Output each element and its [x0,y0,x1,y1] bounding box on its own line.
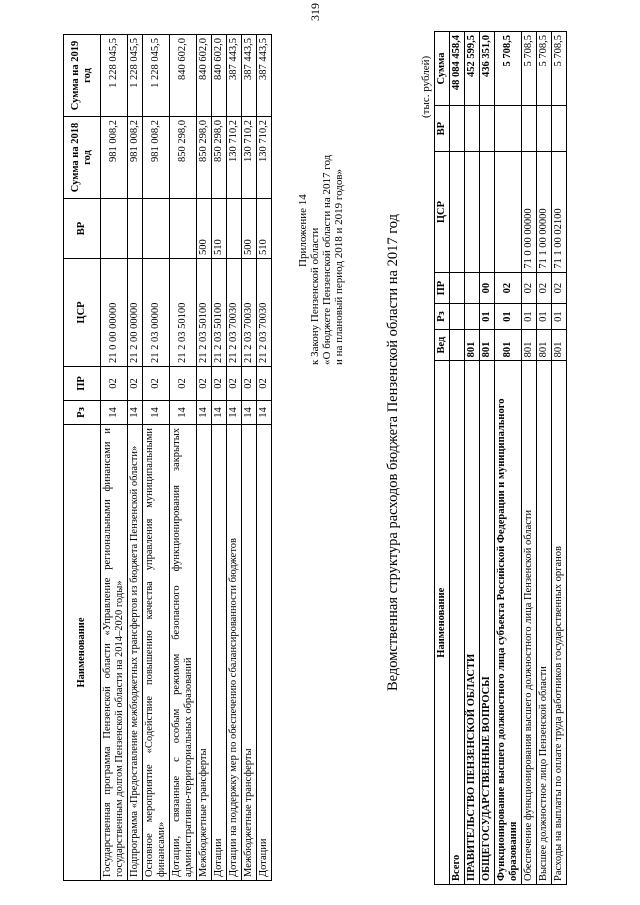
cell-pr: 00 [480,272,495,304]
cell-ved: 801 [537,329,552,361]
col-header-name: Наименование [435,361,450,885]
cell-pr: 02 [242,367,257,401]
col-header-sum-2019: Сумма на 2019 год [64,35,101,117]
cell-sum-2018: 981 008,2 [128,117,143,199]
cell-sum-2019: 840 602,0 [197,35,212,117]
cell-name: ОБЩЕГОСУДАРСТВЕННЫЕ ВОПРОСЫ [480,361,495,885]
cell-ved: 801 [465,329,480,361]
cell-name: Расходы на выплаты по оплате труда работников государственных органов [552,361,567,885]
table-row [143,35,170,881]
cell-rz: 01 [552,304,567,329]
cell-vr: 500 [242,199,257,259]
cell-sum-2019: 840 602,0 [212,35,227,117]
cell-sum: 436 351,0 [480,32,495,106]
cell-csr: 71 1 00 02100 [552,152,567,272]
cell-name: Государственная программа Пензенской области «Управление региональными финансами и государственным долгом Пензенской области на 2014–2020 годы» [101,425,128,881]
table-row [495,32,522,885]
budget-table-2018-2019 [63,34,272,881]
cell-vr [450,105,465,151]
cell-rz: 14 [212,401,227,425]
cell-name: Подпрограмма «Предоставление межбюджетных трансфертов из бюджета Пензенской области» [128,425,143,881]
cell-vr [465,105,480,151]
cell-csr: 21 2 03 70030 [257,259,272,367]
cell-sum-2018: 130 710,2 [242,117,257,199]
appendix-line-3: и на плановый период 2018 и 2019 годов» [333,168,345,365]
cell-name: Основное мероприятие «Содействие повышению качества управления муниципальными финансами» [143,425,170,881]
cell-name: Всего [450,361,465,885]
cell-sum: 5 708,5 [537,32,552,106]
col-header-sum: Сумма [435,32,450,106]
col-header-pr: ПР [64,367,101,401]
table-row [197,35,212,881]
cell-rz [450,304,465,329]
cell-csr: 21 2 00 00000 [128,259,143,367]
cell-sum-2019: 1 228 045,5 [128,35,143,117]
cell-pr: 02 [552,272,567,304]
cell-vr: 510 [257,199,272,259]
table-row [257,35,272,881]
table-row [101,35,128,881]
col-header-sum-2018: Сумма на 2018 год [64,117,101,199]
cell-pr: 02 [257,367,272,401]
table-row [450,32,465,885]
departmental-structure-table [434,31,567,885]
cell-rz: 14 [143,401,170,425]
cell-rz [465,304,480,329]
col-header-ved: Вед [435,329,450,361]
table-row [170,35,197,881]
cell-rz: 01 [537,304,552,329]
col-header-vr: ВР [64,199,101,259]
cell-rz: 14 [101,401,128,425]
cell-sum-2019: 1 228 045,5 [143,35,170,117]
table-row [242,35,257,881]
appendix-label: Приложение 14 [297,194,309,267]
cell-rz: 01 [495,304,522,329]
cell-rz: 14 [197,401,212,425]
cell-name: Дотации, связанные с особым режимом безопасного функционирования закрытых административно-территориальных образований [170,425,197,881]
cell-name: Дотации [257,425,272,881]
cell-csr [480,152,495,272]
table-row [212,35,227,881]
cell-csr [495,152,522,272]
cell-sum-2018: 130 710,2 [227,117,242,199]
cell-csr: 21 2 03 50100 [212,259,227,367]
cell-pr: 02 [170,367,197,401]
cell-sum-2019: 387 443,5 [227,35,242,117]
cell-sum-2018: 981 008,2 [143,117,170,199]
table-row [465,32,480,885]
appendix-line-2: «О бюджете Пензенской области на 2017 год [321,154,333,365]
cell-sum-2018: 850 298,0 [212,117,227,199]
col-header-csr: ЦСР [64,259,101,367]
cell-name: Высшее должностное лицо Пензенской области [537,361,552,885]
appendix-block [297,155,345,365]
cell-rz: 14 [227,401,242,425]
cell-vr [552,105,567,151]
cell-rz: 14 [242,401,257,425]
cell-name: Дотации на поддержку мер по обеспечению сбалансированности бюджетов [227,425,242,881]
cell-vr [101,199,128,259]
appendix-line-1: к Закону Пензенской области [309,227,321,365]
cell-csr: 21 2 03 70030 [227,259,242,367]
cell-vr [480,105,495,151]
cell-ved: 801 [480,329,495,361]
cell-rz: 01 [480,304,495,329]
cell-pr: 02 [128,367,143,401]
cell-ved [450,329,465,361]
cell-sum-2018: 850 298,0 [170,117,197,199]
cell-sum-2018: 981 008,2 [101,117,128,199]
cell-pr: 02 [212,367,227,401]
cell-csr [450,152,465,272]
cell-name: Дотации [212,425,227,881]
cell-csr [465,152,480,272]
table-row [552,32,567,885]
cell-vr [128,199,143,259]
cell-vr [143,199,170,259]
page-number: 319 [308,3,322,21]
cell-name: Межбюджетные трансферты [242,425,257,881]
cell-sum-2019: 387 443,5 [257,35,272,117]
cell-rz: 14 [170,401,197,425]
col-header-vr: ВР [435,105,450,151]
cell-pr [465,272,480,304]
cell-name: Межбюджетные трансферты [197,425,212,881]
cell-pr: 02 [197,367,212,401]
cell-sum: 5 708,5 [552,32,567,106]
cell-ved: 801 [522,329,537,361]
cell-rz: 14 [128,401,143,425]
cell-sum: 452 599,5 [465,32,480,106]
table-row [522,32,537,885]
cell-sum-2019: 1 228 045,5 [101,35,128,117]
cell-pr: 02 [143,367,170,401]
cell-pr [450,272,465,304]
cell-csr: 21 2 03 50100 [170,259,197,367]
col-header-name: Наименование [64,425,101,881]
cell-sum-2019: 840 602,0 [170,35,197,117]
col-header-csr: ЦСР [435,152,450,272]
cell-rz: 14 [257,401,272,425]
cell-sum-2018: 130 710,2 [257,117,272,199]
cell-pr: 02 [227,367,242,401]
table-row [128,35,143,881]
cell-csr: 21 2 03 70030 [242,259,257,367]
cell-ved: 801 [495,329,522,361]
cell-vr: 510 [212,199,227,259]
cell-vr [495,105,522,151]
cell-vr: 500 [197,199,212,259]
table-body [101,35,272,881]
cell-sum: 5 708,5 [522,32,537,106]
units-label: (тыс. рублей) [420,55,432,118]
cell-sum-2018: 850 298,0 [197,117,212,199]
cell-pr: 02 [101,367,128,401]
table-row [227,35,242,881]
cell-vr [537,105,552,151]
table-body [450,32,567,885]
table-header-row [64,35,101,881]
table-row [537,32,552,885]
cell-name: Функционирование высшего должностного лица субъекта Российской Федерации и муниципального образования [495,361,522,885]
cell-ved: 801 [552,329,567,361]
table-row [480,32,495,885]
cell-sum-2019: 387 443,5 [242,35,257,117]
cell-csr: 71 0 00 00000 [522,152,537,272]
cell-vr [522,105,537,151]
col-header-rz: Рз [435,304,450,329]
document-title: Ведомственная структура расходов бюджета Пензенской области на 2017 год [385,213,401,692]
cell-csr: 71 1 00 00000 [537,152,552,272]
col-header-pr: ПР [435,272,450,304]
cell-vr [170,199,197,259]
cell-name: ПРАВИТЕЛЬСТВО ПЕНЗЕНСКОЙ ОБЛАСТИ [465,361,480,885]
table-header-row [435,32,450,885]
cell-name: Обеспечение функционирования высшего должностного лица Пензенской области [522,361,537,885]
cell-csr: 21 2 03 50100 [197,259,212,367]
cell-csr: 21 0 00 00000 [101,259,128,367]
cell-pr: 02 [537,272,552,304]
cell-rz: 01 [522,304,537,329]
cell-vr [227,199,242,259]
col-header-rz: Рз [64,401,101,425]
cell-sum: 5 708,5 [495,32,522,106]
cell-csr: 21 2 03 00000 [143,259,170,367]
cell-pr: 02 [522,272,537,304]
cell-pr: 02 [495,272,522,304]
cell-sum: 48 084 458,4 [450,32,465,106]
